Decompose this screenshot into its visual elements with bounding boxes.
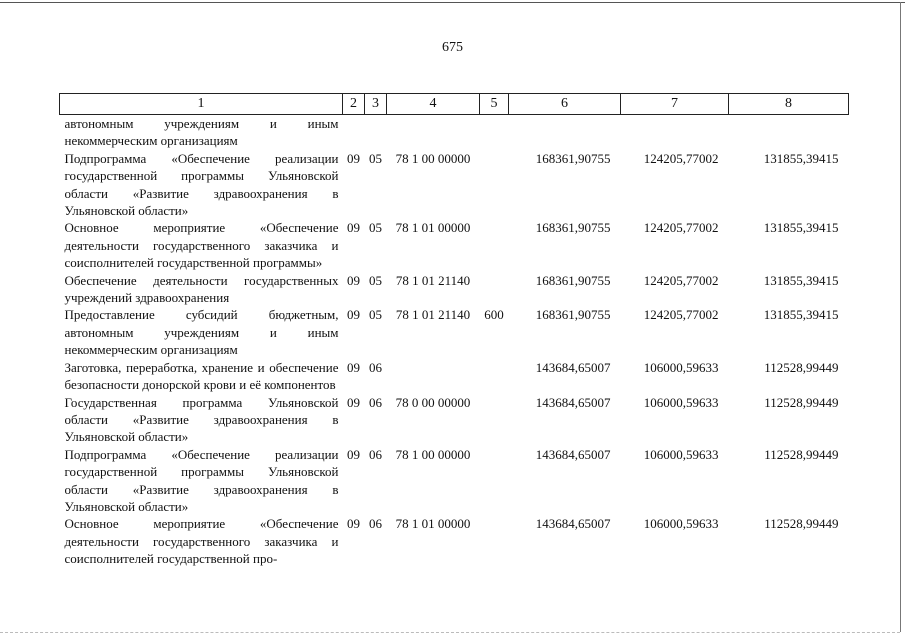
row-name: Обеспечение деятельности государственных учреждений здравоохранения: [64, 272, 339, 306]
table-row: [60, 515, 849, 567]
amount-col8: 112528,99449: [764, 394, 839, 410]
target-article-code: [387, 359, 480, 394]
table-row: [60, 394, 849, 446]
section-code: 09: [347, 150, 360, 166]
column-header: 2: [343, 94, 365, 115]
table-row: [60, 150, 849, 220]
expense-type-code: [480, 515, 509, 567]
amount-col6: 168361,90755: [535, 150, 611, 166]
amount-col7: 124205,77002: [643, 307, 719, 323]
amount-col6: 143684,65007: [535, 359, 611, 375]
amount-col8: 131855,39415: [763, 272, 839, 288]
subsection-code: 05: [369, 307, 382, 323]
target-article-code: 78 1 01 21140: [395, 272, 471, 288]
scan-frame-bottom: [0, 632, 900, 634]
amount-col7: 106000,59633: [643, 446, 719, 462]
table-row: [60, 446, 849, 516]
column-header: 3: [365, 94, 387, 115]
amount-col6: 143684,65007: [535, 516, 611, 532]
amount-col8: 112528,99449: [764, 359, 839, 375]
expense-type-code: [480, 150, 509, 220]
column-header: 1: [60, 94, 343, 115]
column-header: 5: [480, 94, 509, 115]
expense-type-code: 600: [484, 307, 504, 323]
target-article-code: 78 1 00 00000: [395, 446, 471, 462]
amount-col8: 131855,39415: [763, 150, 839, 166]
row-name: Заготовка, переработка, хранение и обеспечение безопасности донорской крови и её компонентов: [64, 359, 339, 393]
subsection-code: 05: [369, 272, 382, 288]
table-row: [60, 272, 849, 307]
section-code: 09: [347, 394, 360, 410]
expense-type-code: [480, 219, 509, 271]
subsection-code: 05: [369, 150, 382, 166]
amount-col7: 106000,59633: [643, 359, 719, 375]
amount-col6: 143684,65007: [535, 394, 611, 410]
column-header: 8: [729, 94, 849, 115]
section-code: 09: [347, 446, 360, 462]
scan-frame-top: [0, 2, 905, 3]
expense-type-code: [480, 272, 509, 307]
column-header: 4: [387, 94, 480, 115]
amount-col6: 168361,90755: [535, 307, 611, 323]
row-name: автономным учреждениям и иным некоммерческим организациям: [64, 116, 339, 149]
subsection-code: 05: [369, 220, 382, 236]
amount-col7: 124205,77002: [643, 150, 719, 166]
target-article-code: 78 1 01 00000: [395, 220, 471, 236]
target-article-code: 78 1 00 00000: [395, 150, 471, 166]
budget-table: [59, 93, 849, 568]
amount-col8: 131855,39415: [763, 220, 839, 236]
target-article-code: 78 1 01 21140: [395, 307, 471, 323]
column-header: 6: [509, 94, 621, 115]
amount-col6: 168361,90755: [535, 220, 611, 236]
column-header: 7: [621, 94, 729, 115]
row-name: Государственная программа Ульяновской области «Развитие здравоохранения в Ульяновской области»: [64, 394, 339, 445]
amount-col7: 106000,59633: [643, 516, 719, 532]
row-name: Основное мероприятие «Обеспечение деятельности государственного заказчика и соисполнителей государственной программы»: [64, 220, 339, 271]
expense-type-code: [480, 394, 509, 446]
row-name: Основное мероприятие «Обеспечение деятельности государственного заказчика и соисполнителей государственной про-: [64, 516, 339, 567]
row-name: Подпрограмма «Обеспечение реализации государственной программы Ульяновской области «Развитие здравоохранения в Ульяновской области»: [64, 446, 339, 514]
expense-type-code: [480, 446, 509, 516]
subsection-code: 06: [369, 359, 382, 375]
table-row: [60, 306, 849, 358]
section-code: 09: [347, 272, 360, 288]
section-code: [343, 115, 365, 150]
amount-col7: [621, 115, 729, 150]
amount-col7: 106000,59633: [643, 394, 719, 410]
amount-col7: 124205,77002: [643, 220, 719, 236]
section-code: 09: [347, 516, 360, 532]
header-row: [60, 94, 849, 115]
amount-col8: 131855,39415: [763, 307, 839, 323]
subsection-code: 06: [369, 394, 382, 410]
page-number: 675: [442, 40, 463, 55]
amount-col6: [509, 115, 621, 150]
section-code: 09: [347, 359, 360, 375]
target-article-code: 78 0 00 00000: [395, 394, 471, 410]
row-name: Предоставление субсидий бюджетным, автономным учреждениям и иным некоммерческим организациям: [64, 307, 339, 358]
table-row: [60, 115, 849, 150]
amount-col8: [729, 115, 849, 150]
amount-col8: 112528,99449: [764, 446, 839, 462]
table-row: [60, 219, 849, 271]
amount-col6: 168361,90755: [535, 272, 611, 288]
section-code: 09: [347, 220, 360, 236]
target-article-code: 78 1 01 00000: [395, 516, 471, 532]
subsection-code: [365, 115, 387, 150]
subsection-code: 06: [369, 446, 382, 462]
amount-col8: 112528,99449: [764, 516, 839, 532]
target-article-code: [387, 115, 480, 150]
expense-type-code: [480, 115, 509, 150]
subsection-code: 06: [369, 516, 382, 532]
scan-frame-right: [900, 2, 901, 632]
section-code: 09: [347, 307, 360, 323]
amount-col7: 124205,77002: [643, 272, 719, 288]
table-row: [60, 359, 849, 394]
amount-col6: 143684,65007: [535, 446, 611, 462]
row-name: Подпрограмма «Обеспечение реализации государственной программы Ульяновской области «Развитие здравоохранения в Ульяновской области»: [64, 150, 339, 219]
expense-type-code: [480, 359, 509, 394]
